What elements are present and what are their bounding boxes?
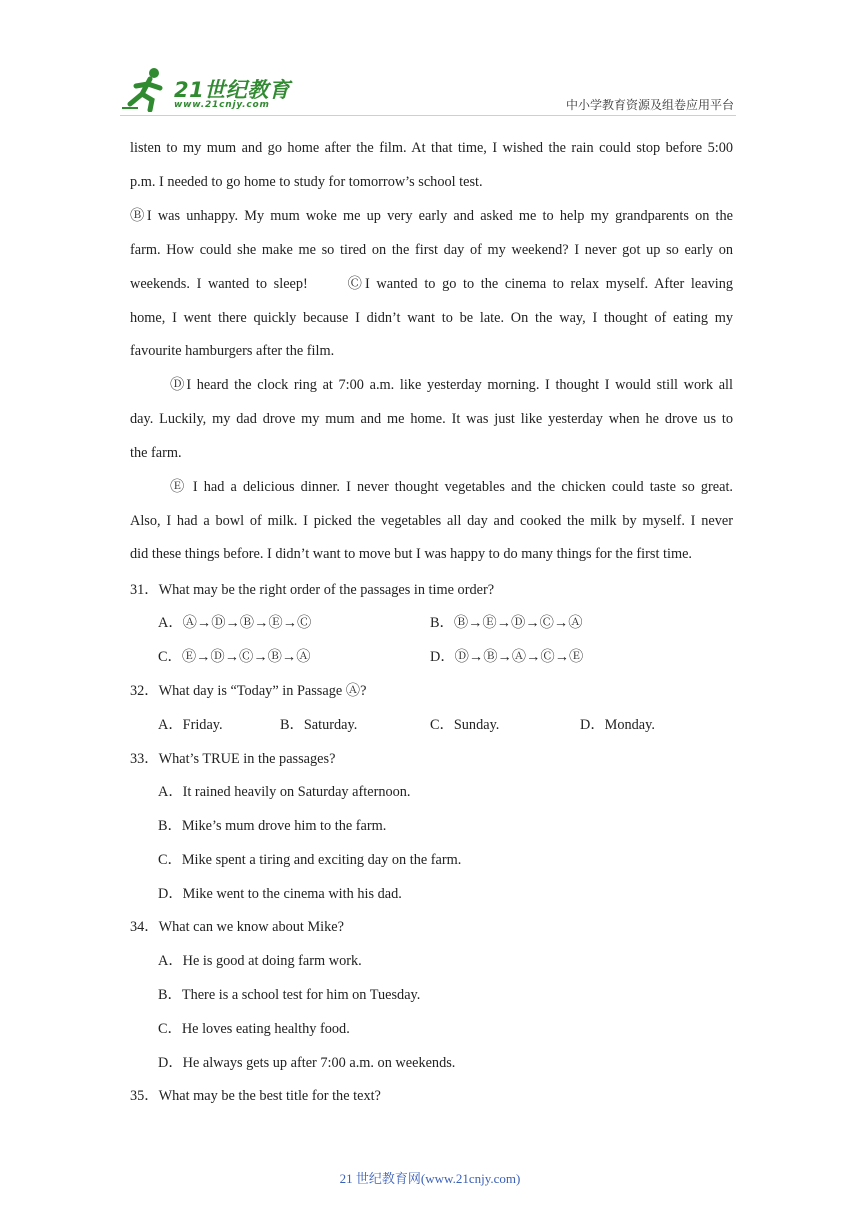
passage-line: Ⓔ I had a delicious dinner. I never thought vegetables and the chicken could taste so great. xyxy=(170,479,733,495)
q32-option-a[interactable]: A．Friday. xyxy=(158,717,223,733)
passage-line: listen to my mum and go home after the film. At that time, I wished the rain could stop before 5:00 xyxy=(130,140,733,156)
passage-line: day. Luckily, my dad drove my mum and me home. It was just like yesterday when he drove us to xyxy=(130,411,733,427)
q32-option-c[interactable]: C．Sunday. xyxy=(430,717,500,733)
passage-line: the farm. xyxy=(130,445,182,461)
runner-logo-icon xyxy=(120,64,180,112)
question-35: 35．What may be the best title for the text? xyxy=(130,1088,381,1104)
q31-option-a[interactable]: A．Ⓐ→Ⓓ→Ⓑ→Ⓔ→Ⓒ xyxy=(158,615,312,631)
q31-option-b[interactable]: B．Ⓑ→Ⓔ→Ⓓ→Ⓒ→Ⓐ xyxy=(430,615,583,631)
page-footer: 21 世纪教育网(www.21cnjy.com) xyxy=(339,1171,521,1186)
passage-line: Also, I had a bowl of milk. I picked the vegetables all day and cooked the milk by myself. I never xyxy=(130,513,733,529)
passage-line: home, I went there quickly because I didn’t want to be late. On the way, I thought of eating my xyxy=(130,310,733,326)
question-31: 31．What may be the right order of the passages in time order? xyxy=(130,582,495,598)
passage-line: weekends. I wanted to sleep! ⒸI wanted to go to the cinema to relax myself. After leaving xyxy=(130,276,733,292)
header-divider xyxy=(120,115,736,116)
q34-option-b[interactable]: B．There is a school test for him on Tuesday. xyxy=(158,987,421,1003)
header-tagline: 中小学教育资源及组卷应用平台 xyxy=(565,98,734,112)
q32-option-d[interactable]: D．Monday. xyxy=(580,717,655,733)
logo-text: 21世纪教育 xyxy=(174,78,291,102)
passage-line: farm. How could she make me so tired on the first day of my weekend? I never got up so early on xyxy=(130,242,733,258)
q33-option-a[interactable]: A．It rained heavily on Saturday afternoon. xyxy=(158,784,411,800)
q33-option-c[interactable]: C．Mike spent a tiring and exciting day on the farm. xyxy=(158,852,462,868)
logo xyxy=(120,64,295,114)
question-33: 33．What’s TRUE in the passages? xyxy=(130,751,336,767)
q32-option-b[interactable]: B．Saturday. xyxy=(280,717,358,733)
question-32: 32．What day is “Today” in Passage Ⓐ? xyxy=(130,683,367,699)
passage-line: p.m. I needed to go home to study for tomorrow’s school test. xyxy=(130,174,483,190)
q34-option-a[interactable]: A．He is good at doing farm work. xyxy=(158,953,362,969)
passage-line: ⒹI heard the clock ring at 7:00 a.m. like yesterday morning. I thought I would still work all xyxy=(170,377,733,393)
passage-line: ⒷI was unhappy. My mum woke me up very early and asked me to help my grandparents on the xyxy=(130,208,733,224)
q33-option-d[interactable]: D．Mike went to the cinema with his dad. xyxy=(158,886,402,902)
q31-option-d[interactable]: D．Ⓓ→Ⓑ→Ⓐ→Ⓒ→Ⓔ xyxy=(430,649,584,665)
logo-url: www.21cnjy.com xyxy=(174,100,270,110)
passage-line: favourite hamburgers after the film. xyxy=(130,343,335,359)
q31-option-c[interactable]: C．Ⓔ→Ⓓ→Ⓒ→Ⓑ→Ⓐ xyxy=(158,649,311,665)
page-header xyxy=(120,64,736,116)
question-34: 34．What can we know about Mike? xyxy=(130,919,344,935)
q34-option-d[interactable]: D．He always gets up after 7:00 a.m. on weekends. xyxy=(158,1055,456,1071)
q33-option-b[interactable]: B．Mike’s mum drove him to the farm. xyxy=(158,818,387,834)
passage-line: did these things before. I didn’t want to move but I was happy to do many things for the first time. xyxy=(130,546,692,562)
q34-option-c[interactable]: C．He loves eating healthy food. xyxy=(158,1021,350,1037)
